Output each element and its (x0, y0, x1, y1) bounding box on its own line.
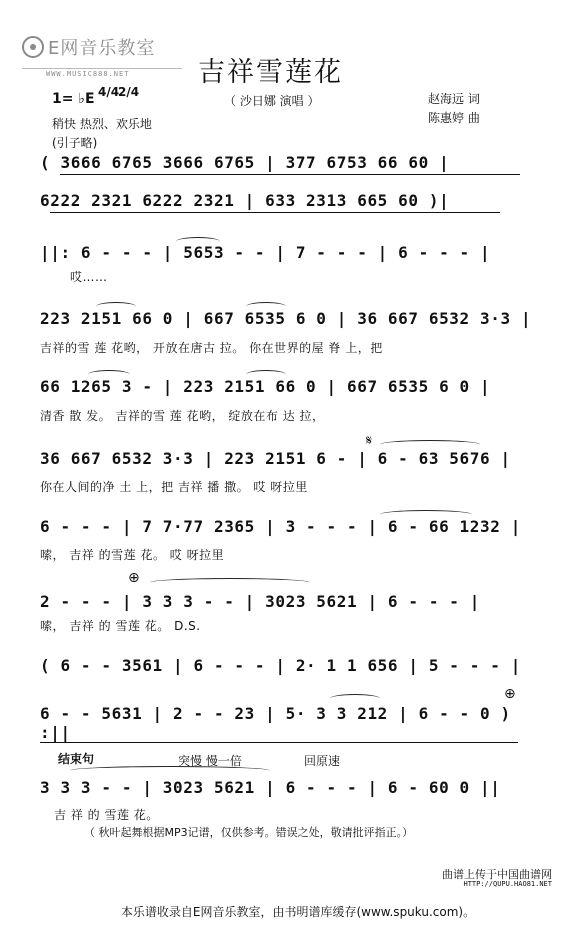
segno-icon: 𝄋 (366, 433, 373, 449)
performer: （ 沙日娜 演唱 ） (224, 94, 320, 108)
lyricist-credit: 赵海远 词 (428, 92, 480, 106)
slur-row-5b (246, 370, 286, 379)
site-logo (22, 34, 182, 60)
source-credit: 本乐谱收录自E网音乐教室，由书明谱库缓存(www.spuku.com)。 (120, 905, 476, 919)
staff-row-9: ( 6 - - 3561 | 6 - - - | 2· 1 1 656 | 5 - - - | (40, 656, 521, 675)
staff-row-10: 6 - - 5631 | 2 - - 23 | 5· 3 3 212 | 6 - - 0 ) :|| (40, 704, 511, 742)
beam-row-2 (50, 212, 500, 213)
coda-icon-end: ⊕ (504, 686, 516, 702)
tempo-change-return: 回原速 (304, 754, 341, 768)
staff-row-2: 6222 2321 6222 2321 | 633 2313 665 60 )| (40, 191, 450, 210)
staff-row-4: 223 2151 66 0 | 667 6535 6 0 | 36 667 6532 3·3 | (40, 309, 532, 328)
key-signature: 1= ♭E (52, 91, 95, 107)
slur-ending (70, 766, 270, 775)
lyric-row-3: 哎…… (70, 270, 108, 284)
lyric-row-6: 你在人间的净 土 上，把 吉祥 播 撒。 哎 呀拉里 (40, 480, 308, 494)
slur-row-7 (380, 510, 472, 519)
tempo-change-slow: 突慢 慢一倍 (178, 754, 242, 768)
coda-icon: ⊕ (128, 570, 140, 586)
upload-url: HTTP://QUPU.HAO81.NET (463, 880, 552, 888)
slur-row-3 (176, 237, 220, 246)
slur-row-5a (88, 370, 130, 379)
time-signature-1: 4/4 (98, 85, 120, 99)
lyric-ending: 吉 祥 的 雪莲 花。 (54, 808, 159, 822)
staff-row-6: 36 667 6532 3·3 | 223 2151 6 - | 6 - 63 5676 | (40, 449, 511, 468)
staff-row-8: 2 - - - | 3 3 3 - - | 3023 5621 | 6 - - - | (40, 592, 481, 611)
site-logo-url: WWW.MUSIC888.NET (46, 70, 130, 78)
composer-credit: 陈惠婷 曲 (428, 111, 480, 125)
logo-divider (22, 68, 182, 69)
slur-row-10 (330, 694, 380, 703)
staff-row-3: ||: 6 - - - | 5653 - - | 7 - - - | 6 - - - | (40, 243, 491, 262)
slur-row-4b (246, 302, 286, 311)
upload-credit: 曲谱上传于中国曲谱网 (442, 868, 552, 881)
music-disc-icon (22, 36, 44, 58)
time-signature-2: 2/4 (118, 85, 140, 99)
staff-ending: 3 3 3 - - | 3023 5621 | 6 - - - | 6 - 60 0 || (40, 778, 501, 797)
lyric-row-7: 嗦， 吉祥 的雪莲 花。 哎 呀拉里 (40, 548, 225, 562)
intro-note: (引子略) (52, 136, 98, 150)
ending-label: 结束句 (58, 752, 95, 766)
lyric-row-5: 清香 散 发。 吉祥的雪 莲 花哟， 绽放在布 达 拉， (40, 409, 325, 423)
slur-row-8 (150, 578, 310, 587)
transcription-note: （ 秋叶起舞根据MP3记谱，仅供参考。错误之处，敬请批评指正。） (84, 826, 414, 839)
staff-row-1: ( 3666 6765 3666 6765 | 377 6753 66 60 | (40, 153, 450, 172)
slur-row-4a (96, 302, 136, 311)
staff-row-7: 6 - - - | 7 7·77 2365 | 3 - - - | 6 - 66 1232 | (40, 517, 521, 536)
beam-row-1 (60, 174, 520, 175)
song-title: 吉祥雪莲花 (198, 57, 343, 88)
lyric-row-8: 嗦， 吉祥 的 雪莲 花。 D.S. (40, 619, 201, 633)
staff-row-5: 66 1265 3 - | 223 2151 66 0 | 667 6535 6 0 | (40, 377, 491, 396)
site-logo-name: E网音乐教室 (48, 38, 156, 59)
tempo-mark: 稍快 热烈、欢乐地 (52, 117, 152, 131)
lyric-row-4: 吉祥的雪 莲 花哟， 开放在唐古 拉。 你在世界的屋 脊 上，把 (40, 341, 383, 355)
slur-row-6 (380, 440, 480, 449)
